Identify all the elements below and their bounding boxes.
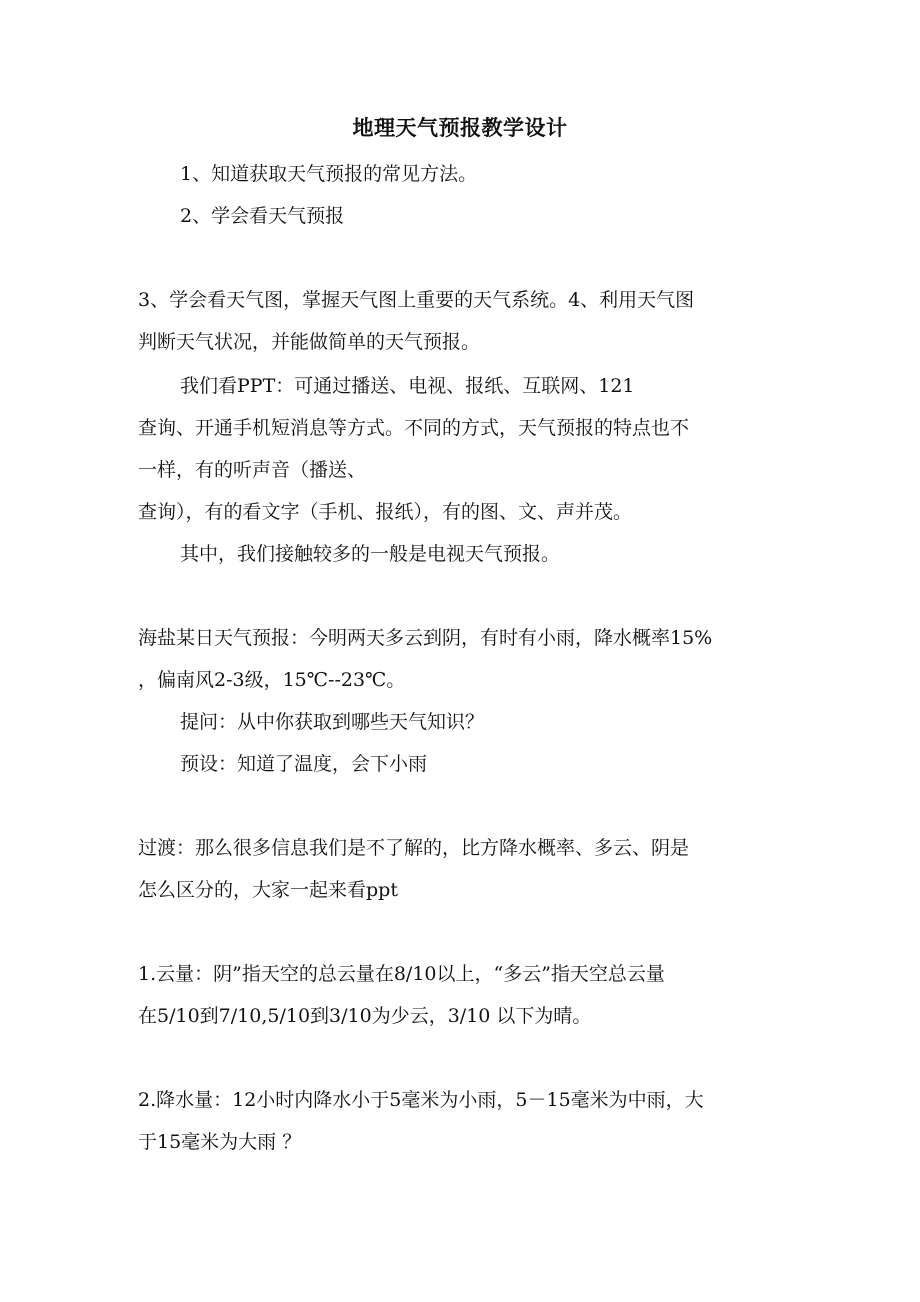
preset-answer-line: 预设：知道了温度，会下小雨 bbox=[180, 753, 428, 775]
objective-2: 2、学会看天气预报 bbox=[180, 205, 345, 227]
cloud-amount-line-2: 在5/10到7/10,5/10到3/10为少云，3/10 以下为晴。 bbox=[138, 1005, 592, 1027]
cloud-amount-line-1: 1.云量：阴”指天空的总云量在8/10以上，“多云”指天空总云量 bbox=[138, 963, 665, 985]
ppt-paragraph-line-1: 我们看PPT：可通过播送、电视、报纸、互联网、121 bbox=[180, 375, 635, 397]
ppt-paragraph-line-4: 查询），有的看文字（手机、报纸），有的图、文、声并茂。 bbox=[138, 501, 633, 523]
forecast-example-line-1: 海盐某日天气预报：今明两天多云到阴，有时有小雨，降水概率15% bbox=[138, 627, 713, 649]
document-title: 地理天气预报教学设计 bbox=[352, 115, 568, 140]
transition-line-1: 过渡：那么很多信息我们是不了解的，比方降水概率、多云、阴是 bbox=[138, 837, 690, 859]
precipitation-line-1: 2.降水量：12小时内降水小于5毫米为小雨，5－15毫米为中雨，大 bbox=[138, 1089, 704, 1111]
precipitation-line-2: 于15毫米为大雨 ？ bbox=[138, 1131, 302, 1153]
question-line: 提问：从中你获取到哪些天气知识？ bbox=[180, 711, 485, 733]
ppt-paragraph-line-2: 查询、开通手机短消息等方式。不同的方式，天气预报的特点也不 bbox=[138, 417, 690, 439]
tv-forecast-line: 其中，我们接触较多的一般是电视天气预报。 bbox=[180, 543, 561, 565]
forecast-example-line-2: ，偏南风2-3级，15℃--23℃。 bbox=[138, 669, 406, 691]
transition-line-2: 怎么区分的，大家一起来看ppt bbox=[138, 879, 398, 901]
objective-3-line-1: 3、学会看天气图，掌握天气图上重要的天气系统。4、利用天气图 bbox=[138, 289, 695, 311]
ppt-paragraph-line-3: 一样，有的听声音（播送、 bbox=[138, 459, 367, 481]
objective-3-line-2: 判断天气状况，并能做简单的天气预报。 bbox=[138, 331, 481, 353]
objective-1: 1、知道获取天气预报的常见方法。 bbox=[180, 163, 478, 185]
